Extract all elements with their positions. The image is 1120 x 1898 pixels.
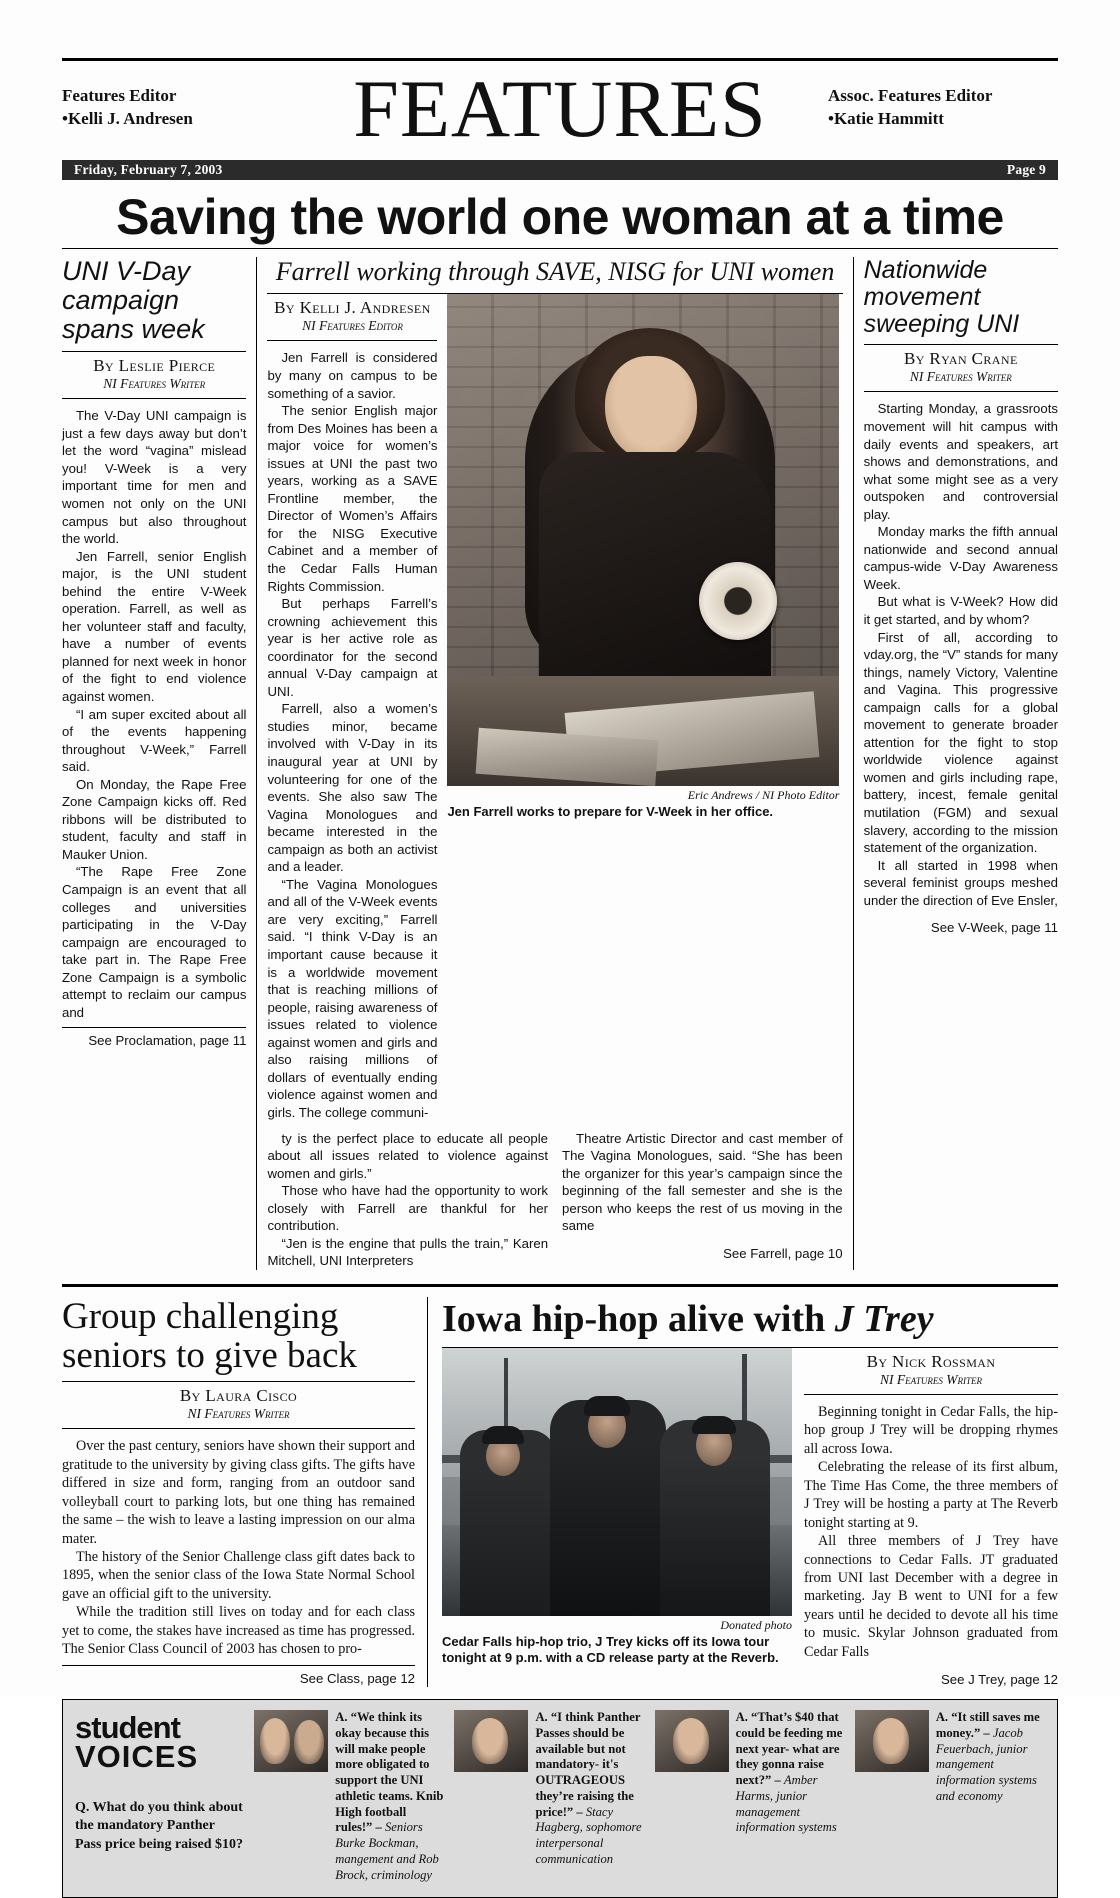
voice-source: Amber Harms, junior management information systems (735, 1773, 837, 1835)
middle-paragraph: Those who have had the opportunity to work closely with Farrell are thankful for her contribution. (267, 1183, 549, 1234)
hiphop-photo-block (442, 1348, 792, 1687)
voice-answer: A. “It still saves me money.” – (935, 1710, 1040, 1740)
middle-paragraph: “Jen is the engine that pulls the train,” Karen Mitchell, UNI Interpreters (267, 1235, 549, 1269)
hiphop-photo-caption: Cedar Falls hip-hop trio, J Trey kicks off its Iowa tour tonight at 9 p.m. with a CD release party at the Reverb. (442, 1633, 779, 1666)
features-editor-block (62, 71, 292, 131)
hiphop-headline-text: Iowa hip-hop alive with (442, 1297, 835, 1340)
masthead (62, 58, 1058, 154)
voice-text (936, 1710, 1045, 1883)
voice-response (454, 1710, 644, 1883)
voice-answer: A. “We think its okay because this will make people more obligated to support the UNI athletic teams. Knib High football rules!” – (335, 1710, 444, 1835)
voice-text (736, 1710, 845, 1883)
features-editor-label: Features Editor (62, 86, 177, 105)
voice-response (254, 1710, 444, 1883)
right-rule-top (864, 344, 1058, 345)
left-paragraph: On Monday, the Rape Free Zone Campaign kicks off. Red ribbons will be distributed to student, faculty and staff in Mauker Union. (62, 776, 247, 862)
middle-text-column (267, 294, 437, 1121)
voice-source: Jacob Feuerbach, junior mangement information systems and economy (935, 1725, 1037, 1803)
middle-paragraph: Jen Farrell is considered by many on campus to be something of a savior. (267, 350, 438, 401)
farrell-photo-caption: Jen Farrell works to prepare for V-Week in her office. (447, 804, 774, 820)
voice-answer: A. “That’s $40 that could be feeding me next year- what are they gonna raise next?” – (735, 1710, 843, 1788)
middle-deck: Farrell working through SAVE, NISG for UNI women (275, 257, 835, 287)
class-gift-byline: By Laura Cisco (179, 1386, 298, 1406)
voice-response (655, 1710, 845, 1883)
voice-text (335, 1710, 444, 1883)
assoc-editor-name: •Katie Hammitt (828, 108, 944, 128)
student-voices-box (62, 1699, 1058, 1898)
left-byline-sub: NI Features Writer (103, 376, 206, 392)
class-gift-rule-bottom (62, 1428, 415, 1429)
middle-paragraph: The senior English major from Des Moines has been a major voice for women’s issues at UNI the past two years, working as a SAVE Frontline member, the Director of Women’s Affairs for the NISG Executive Cabinet and a member of the Cedar Falls Human Rights Commission. (267, 403, 438, 594)
left-byline: By Leslie Pierce (93, 356, 216, 376)
right-byline: By Ryan Crane (903, 349, 1018, 369)
student-voices-logo-line1: student (75, 1710, 180, 1746)
hiphop-paragraph: All three members of J Trey have connections to Cedar Falls. JT graduated from UNI last December with a degree in marketing. Jay B went to UNI for a few years until he decided to devote all his time to music. Skylar Johnson graduated from Cedar Falls (804, 1533, 1058, 1660)
middle-paragraph: Farrell, also a women’s studies minor, became involved with V-Day in its inaugural year at UNI by volunteering for one of the events. She also saw The Vagina Monologues and became interested in the campaign as both an activist and a leader. (267, 701, 438, 875)
right-paragraph: Starting Monday, a grassroots movement will hit campus with daily events and speakers, art shows and demonstrations, and what some might see as a very outspoken and controversial play. (863, 401, 1058, 522)
left-paragraph: “The Rape Free Zone Campaign is an event that all colleges and universities participating in the V-Day campaign are encouraged to take part in. The Rape Free Zone Campaign is a symbolic attempt to reclaim our campus and (62, 864, 247, 1020)
section-title: FEATURES (353, 63, 767, 154)
right-paragraph: Monday marks the fifth annual nationwide and second annual campus-wide V-Day Awareness Week. (863, 524, 1058, 592)
voice-portrait (655, 1710, 729, 1772)
lead-left-column (62, 257, 256, 1269)
hiphop-byline: By Nick Rossman (866, 1351, 996, 1371)
hiphop-byline-sub: NI Features Writer (880, 1371, 982, 1387)
hiphop-paragraph: Celebrating the release of its first album, The Time Has Come, the three members of J Trey will be hosting a party at The Reverb tonight starting at 9. (804, 1459, 1058, 1531)
student-voices-logo-line2: VOICES (75, 1738, 199, 1774)
class-gift-paragraph: The history of the Senior Challenge class gift dates back to 1895, when the senior class of the Iowa State Normal School gave an official gift to the university. (62, 1549, 415, 1602)
middle-lower-column-2 (562, 1130, 843, 1270)
photo-cap-right (692, 1416, 736, 1434)
right-paragraph: It all started in 1998 when several feminist groups meshed under the direction of Eve Ensler, (863, 857, 1058, 908)
secondary-stories-region (62, 1284, 1058, 1687)
photo-cap-left (482, 1426, 524, 1444)
middle-byline: By Kelli J. Andresen (274, 298, 431, 318)
hiphop-photo (442, 1348, 792, 1616)
hiphop-headline-group: J Trey (834, 1297, 934, 1340)
right-paragraph: First of all, according to vday.org, the “V” stands for many things, namely Victory, Valentine and Vagina. This progressive campaign calls for a global movement to generate broader attention for the fight to stop worldwide violence against women and girls including rape, battery, incest, female genital mutilation (FGM) and sexual slavery, according to the mission statement of the organization. (863, 629, 1058, 856)
middle-byline-rule (267, 340, 437, 341)
right-jumpline[interactable]: See V-Week, page 11 (930, 920, 1058, 936)
voice-text (535, 1710, 644, 1883)
publication-date: Friday, February 7, 2003 (74, 162, 223, 178)
farrell-photo-credit: Eric Andrews / NI Photo Editor (687, 788, 840, 803)
voice-answer: A. “I think Panther Passes should be available but not mandatory- it's OUTRAGEOUS they’re raising the price!” – (535, 1710, 641, 1819)
hiphop-photo-credit: Donated photo (720, 1617, 792, 1632)
middle-paragraph: ty is the perfect place to educate all people about all issues related to violence against women and girls.” (267, 1130, 549, 1181)
student-voices-header (75, 1710, 244, 1883)
lead-headline: Saving the world one woman at a time (116, 189, 1004, 246)
lead-right-column (854, 257, 1058, 1269)
left-paragraph: The V-Day UNI campaign is just a few days away but don’t let the word “vagina” mislead you! V-Week is a very important time for men and women not only on the UNI campus but also throughout the world. (62, 408, 247, 547)
middle-lower-column-1 (267, 1130, 548, 1270)
left-rule-top (62, 351, 246, 352)
middle-paragraph: But perhaps Farrell’s crowning achievement this year is her active role as coordinator for the second annual V-Day campaign at UNI. (267, 596, 438, 699)
left-jumpline[interactable]: See Proclamation, page 11 (62, 1027, 246, 1048)
left-deck: UNI V-Day campaign spans week (62, 256, 205, 344)
farrell-photo (447, 294, 839, 786)
voice-portrait (855, 1710, 929, 1772)
dateline-bar (62, 160, 1058, 180)
right-byline-sub: NI Features Writer (909, 369, 1012, 385)
headline-rule (62, 248, 1058, 249)
hiphop-paragraph: Beginning tonight in Cedar Falls, the hip-hop group J Trey will be dropping rhymes all across Iowa. (804, 1403, 1058, 1457)
assoc-editor-label: Assoc. Features Editor (828, 86, 993, 105)
hiphop-byline-rule (804, 1394, 1058, 1395)
voice-portrait (454, 1710, 528, 1772)
hiphop-text-column (804, 1348, 1058, 1687)
hiphop-jumpline[interactable]: See J Trey, page 12 (940, 1672, 1058, 1688)
voice-source: Seniors Burke Bockman, mangement and Rob Brock, criminology (335, 1820, 439, 1882)
voice-portrait (254, 1710, 328, 1772)
class-gift-paragraph: Over the past century, seniors have shown their support and gratitude to the university by giving class gifts. The gifts have differed in size and form, ranging from an outdoor sand volleyball court to parking lots, but one thing has remained the same – the wish to leave a lasting impression on our alma mater. (62, 1438, 415, 1547)
class-gift-jumpline[interactable]: See Class, page 12 (62, 1665, 415, 1686)
lead-middle-column (256, 257, 853, 1269)
left-rule-bottom (62, 398, 246, 399)
class-gift-rule-top (62, 1381, 415, 1382)
class-gift-paragraph: While the tradition still lives on today and for each class yet to come, the stakes have increased as time has progressed. The Senior Class Council of 2003 has chosen to pro- (62, 1604, 415, 1658)
right-paragraph: But what is V-Week? How did it get started, and by whom? (863, 594, 1058, 627)
voice-response (855, 1710, 1045, 1883)
lead-story-region (62, 257, 1058, 1269)
middle-paragraph: Theatre Artistic Director and cast member of The Vagina Monologues, said. “She has been the organizer for this year’s campaign since the beginning of the fall semester and she is the person who keeps the rest of us moving in the same (562, 1130, 843, 1234)
left-paragraph: “I am super excited about all of the events happening throughout V-Week,” Farrell said. (62, 706, 247, 775)
middle-paragraph: “The Vagina Monologues and all of the V-Week events are very exciting,” Farrell said. “I think V-Day is an important cause because it is a worldwide movement that is reaching millions of people, raising awareness of issues related to violence against women and girls and also raising millions of dollars of eventually ending violence against women and girls. The college communi- (267, 876, 438, 1120)
class-gift-story (62, 1297, 428, 1687)
photo-cap-center (584, 1396, 630, 1416)
right-deck: Nationwide movement sweeping UNI (863, 256, 1020, 339)
hiphop-headline (442, 1297, 1058, 1341)
student-voices-question: Q. What do you think about the mandatory Panther Pass price being raised $10? (75, 1800, 243, 1852)
left-paragraph: Jen Farrell, senior English major, is the UNI student behind the entire V-Week operation. Farrell, as well as her volunteer staff and faculty, have a number of events planned for next week in honor of the fight to end violence against women. (62, 548, 247, 705)
student-voices-logo (75, 1710, 244, 1774)
page-number: Page 9 (1006, 162, 1046, 178)
middle-jumpline[interactable]: See Farrell, page 10 (723, 1245, 843, 1261)
right-rule-bottom (864, 391, 1058, 392)
assoc-features-editor-block (828, 71, 1058, 131)
features-editor-name: •Kelli J. Andresen (62, 108, 193, 128)
farrell-photo-block (447, 294, 839, 1121)
middle-byline-sub: NI Features Editor (302, 318, 403, 334)
hiphop-story (428, 1297, 1058, 1687)
class-gift-headline: Group challenging seniors to give back (62, 1295, 357, 1377)
class-gift-byline-sub: NI Features Writer (187, 1406, 290, 1422)
voice-source: Stacy Hagberg, sophomore interpersonal communication (535, 1804, 642, 1866)
